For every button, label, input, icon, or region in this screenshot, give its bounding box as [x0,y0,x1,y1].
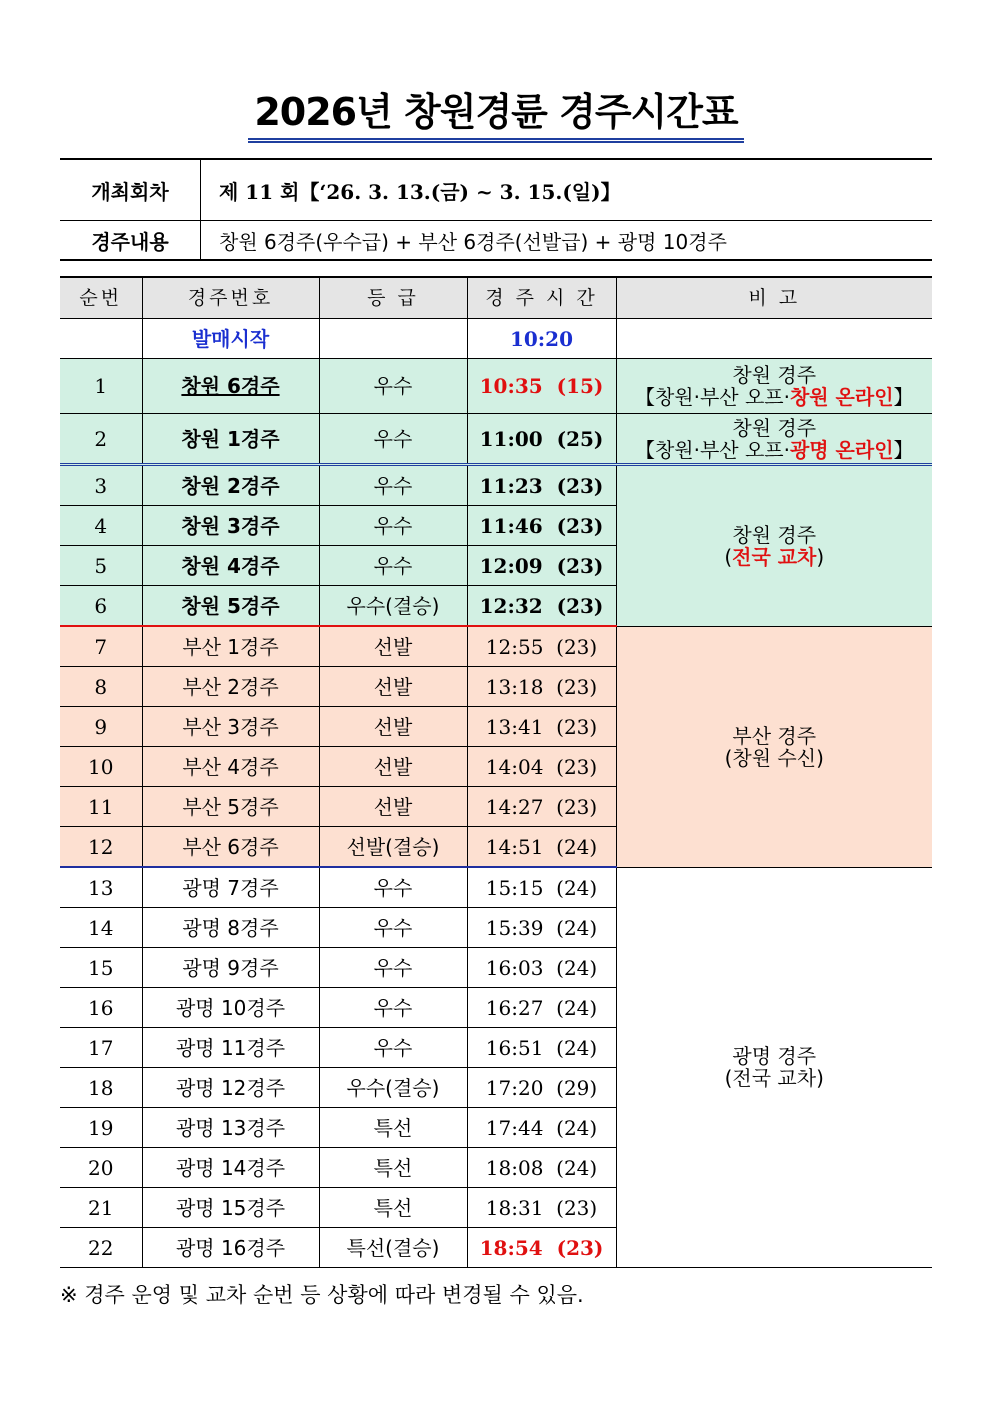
row-time-gap: (24) [556,915,598,940]
row-no: 4 [60,506,142,546]
row-time [467,1228,616,1268]
note-line1: 창원 경주 [732,522,817,547]
row-time-gap: (23) [556,634,598,659]
row-race: 창원 3경주 [142,506,319,546]
row-grade: 우수 [319,867,467,908]
row-time-value: 18:31 [485,1195,544,1220]
row-no: 6 [60,586,142,627]
page-title-text: 2026년 창원경륜 경주시간표 [248,88,743,143]
row-time-gap: (24) [556,995,598,1020]
row-grade: 우수 [319,506,467,546]
row-race: 광명 12경주 [142,1068,319,1108]
row-time-value: 16:03 [485,955,544,980]
row-grade: 선발 [319,707,467,747]
note-line2-b: 전국 교차 [732,544,817,569]
row-time-gap: (23) [556,593,604,618]
info-table [60,158,932,261]
row-time [467,1108,616,1148]
row-grade: 선발 [319,626,467,667]
row-note [616,414,932,465]
start-grade [319,319,467,359]
row-grade: 우수 [319,988,467,1028]
row-time-value: 11:46 [479,513,543,538]
row-time [467,546,616,586]
row-time-gap: (23) [556,754,598,779]
content-value: 창원 6경주(우수급) + 부산 6경주(선발급) + 광명 10경주 [219,229,727,254]
start-row [60,319,932,359]
row-no: 13 [60,867,142,908]
row-race-text: 창원 6경주 [181,374,280,398]
table-row [60,465,932,506]
row-time-gap: (23) [556,794,598,819]
note-line2-c: ) [816,544,825,569]
row-grade: 우수 [319,414,467,465]
round-label: 개최회차 [60,159,201,221]
row-no: 19 [60,1108,142,1148]
row-no: 16 [60,988,142,1028]
row-time [467,414,616,465]
gwangmyeong-note [616,867,932,1268]
row-time [467,867,616,908]
row-no: 12 [60,827,142,868]
row-no: 1 [60,359,142,414]
row-time-gap: (23) [556,553,604,578]
note-line2-a: 【창원·부산 오프· [634,385,790,409]
start-time: 10:20 [467,319,616,359]
row-time [467,465,616,506]
row-grade: 우수 [319,359,467,414]
row-no: 20 [60,1148,142,1188]
row-race: 부산 5경주 [142,787,319,827]
header-no: 순번 [60,277,142,319]
row-race: 부산 3경주 [142,707,319,747]
info-row-content [60,221,932,261]
row-time-gap: (24) [556,834,598,859]
row-time-gap: (29) [556,1075,598,1100]
row-time-gap: (23) [556,1235,604,1260]
row-grade: 우수 [319,465,467,506]
row-time [467,667,616,707]
row-grade: 우수 [319,1028,467,1068]
row-race: 창원 5경주 [142,586,319,627]
row-no: 8 [60,667,142,707]
row-grade: 우수 [319,948,467,988]
row-grade: 선발 [319,667,467,707]
start-note [616,319,932,359]
row-time-value: 18:54 [479,1235,543,1260]
header-grade: 등 급 [319,277,467,319]
row-grade: 우수(결승) [319,586,467,627]
row-time-value: 15:15 [485,875,544,900]
header-time: 경 주 시 간 [467,277,616,319]
row-time [467,1068,616,1108]
row-time-value: 14:51 [485,834,544,859]
row-time-gap: (24) [556,1035,598,1060]
row-grade: 특선 [319,1108,467,1148]
row-race: 광명 11경주 [142,1028,319,1068]
row-time [467,359,616,414]
row-grade: 선발 [319,787,467,827]
row-grade: 우수 [319,546,467,586]
changwon-note [616,465,932,627]
row-grade: 선발 [319,747,467,787]
footer-note: ※ 경주 운영 및 교차 순번 등 상황에 따라 변경될 수 있음. [60,1283,584,1307]
row-time-gap: (24) [556,955,598,980]
row-grade: 특선 [319,1148,467,1188]
note-line2-a: ( [724,544,733,569]
note-line2: (창원 수신) [724,745,824,770]
row-no: 2 [60,414,142,465]
row-race: 광명 7경주 [142,867,319,908]
row-time-value: 18:08 [485,1155,544,1180]
row-no: 5 [60,546,142,586]
row-note [616,359,932,414]
note-line2-c: 】 [893,437,914,462]
row-time-value: 13:41 [485,714,544,739]
row-time-gap: (24) [556,1115,598,1140]
row-grade: 선발(결승) [319,827,467,868]
row-time [467,1148,616,1188]
row-time-value: 12:32 [479,593,543,618]
row-race: 부산 1경주 [142,626,319,667]
row-race: 광명 8경주 [142,908,319,948]
row-race: 광명 10경주 [142,988,319,1028]
table-row [60,359,932,414]
row-no: 22 [60,1228,142,1268]
row-race: 창원 2경주 [142,465,319,506]
row-time-gap: (23) [556,513,604,538]
row-race: 광명 16경주 [142,1228,319,1268]
note-line1: 광명 경주 [732,1044,817,1069]
schedule-table [60,276,932,1268]
row-race: 광명 9경주 [142,948,319,988]
note-line2-c: 】 [893,385,914,409]
row-race: 광명 15경주 [142,1188,319,1228]
row-time-value: 12:55 [485,634,544,659]
row-race: 부산 6경주 [142,827,319,868]
header-race: 경주번호 [142,277,319,319]
info-row-round [60,159,932,221]
row-time-gap: (23) [556,674,598,699]
row-time-value: 11:00 [479,426,543,451]
row-no: 17 [60,1028,142,1068]
busan-note [616,626,932,867]
table-row [60,626,932,667]
row-time [467,908,616,948]
row-time [467,988,616,1028]
row-race: 광명 13경주 [142,1108,319,1148]
row-no: 18 [60,1068,142,1108]
row-time [467,506,616,546]
row-time [467,626,616,667]
page-title [0,88,992,143]
note-line1: 부산 경주 [732,723,817,748]
row-time [467,827,616,868]
note-line1: 창원 경주 [732,363,817,387]
start-no [60,319,142,359]
table-row [60,414,932,465]
row-time [467,586,616,627]
row-time-gap: (15) [556,374,604,398]
row-race: 창원 4경주 [142,546,319,586]
row-time [467,787,616,827]
note-line1: 창원 경주 [732,415,817,440]
row-race: 광명 14경주 [142,1148,319,1188]
row-time-value: 14:27 [485,794,544,819]
content-label: 경주내용 [60,221,201,261]
row-time [467,707,616,747]
note-line2: (전국 교차) [724,1066,824,1091]
row-time-value: 16:51 [485,1035,544,1060]
row-no: 3 [60,465,142,506]
row-time-value: 17:20 [485,1075,544,1100]
table-header [60,277,932,319]
row-time-value: 10:35 [479,374,543,398]
row-time-value: 16:27 [485,995,544,1020]
note-line2-b: 광명 온라인 [789,437,894,462]
row-time [467,1188,616,1228]
start-label: 발매시작 [142,319,319,359]
row-time-gap: (24) [556,1155,598,1180]
row-race [142,359,319,414]
row-race: 창원 1경주 [142,414,319,465]
row-time-value: 13:18 [485,674,544,699]
row-grade: 우수(결승) [319,1068,467,1108]
row-no: 9 [60,707,142,747]
row-no: 11 [60,787,142,827]
row-grade: 우수 [319,908,467,948]
row-no: 14 [60,908,142,948]
row-time-gap: (24) [556,875,598,900]
row-grade: 특선(결승) [319,1228,467,1268]
note-line2-b: 창원 온라인 [789,385,894,409]
round-value: 제 11 회【‘26. 3. 13.(금) ~ 3. 15.(일)】 [201,159,933,221]
row-time-gap: (23) [556,473,604,498]
row-time-value: 11:23 [479,473,543,498]
row-no: 15 [60,948,142,988]
row-time [467,1028,616,1068]
row-race: 부산 2경주 [142,667,319,707]
row-no: 7 [60,626,142,667]
row-no: 10 [60,747,142,787]
row-time-value: 12:09 [479,553,543,578]
row-time [467,948,616,988]
row-time-value: 15:39 [485,915,544,940]
header-note: 비 고 [616,277,932,319]
note-line2-a: 【창원·부산 오프· [634,437,790,462]
table-row [60,867,932,908]
row-time-gap: (23) [556,714,598,739]
row-grade: 특선 [319,1188,467,1228]
row-time-value: 14:04 [485,754,544,779]
row-race: 부산 4경주 [142,747,319,787]
row-no: 21 [60,1188,142,1228]
row-time-gap: (23) [556,1195,598,1220]
row-time-gap: (25) [556,426,604,451]
row-time-value: 17:44 [485,1115,544,1140]
row-time [467,747,616,787]
